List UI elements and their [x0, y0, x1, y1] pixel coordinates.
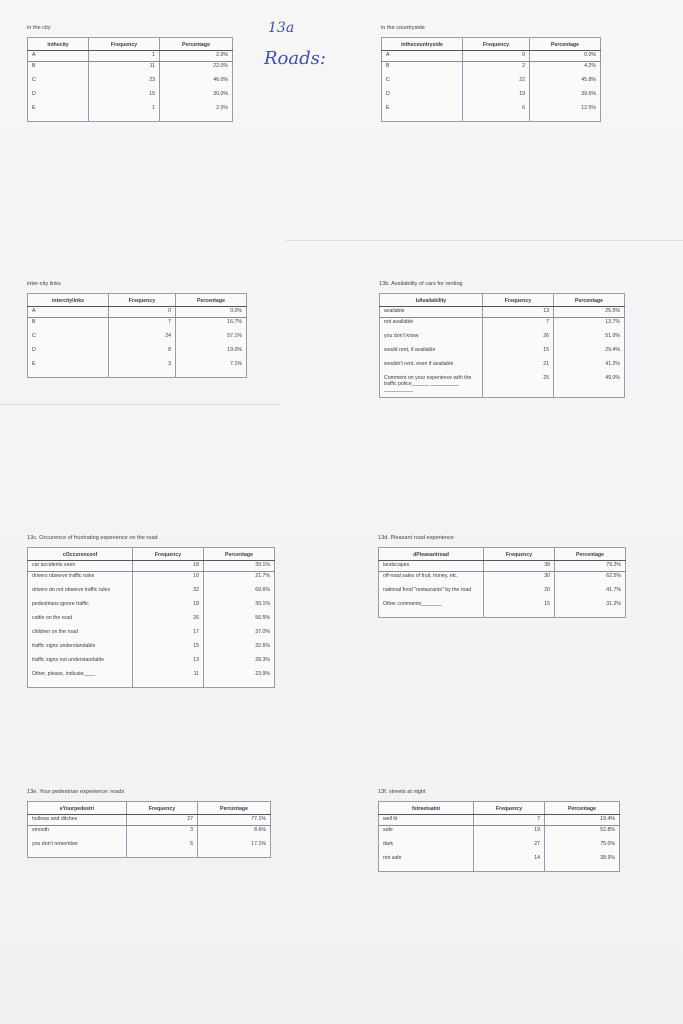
row-label-cell: wouldn't rent, even if available [380, 360, 483, 374]
table-caption: in the countryside [381, 25, 425, 31]
table-row [379, 815, 620, 826]
percentage-cell: 13.7% [554, 318, 625, 333]
frequency-cell: 0 [463, 51, 530, 62]
percentage-cell: 19.4% [545, 815, 620, 826]
table-block-inter-city-links [27, 280, 247, 378]
row-label-cell: not safe [379, 854, 474, 872]
percentage-cell: 8.6% [198, 826, 271, 841]
frequency-cell: 1 [89, 51, 160, 62]
percentage-cell: 37.0% [204, 628, 275, 642]
frequency-cell: 11 [133, 670, 204, 688]
row-label-cell: safe [379, 826, 474, 841]
frequency-cell: 14 [474, 854, 545, 872]
row-label-cell: C [28, 332, 109, 346]
frequency-cell: 22 [463, 76, 530, 90]
table-caption: 13f. streets at night [378, 789, 426, 795]
column-header: Frequency [483, 294, 554, 307]
column-header: inthecity [28, 38, 89, 51]
table-row [379, 840, 620, 854]
table-row [28, 346, 247, 360]
table-row [28, 318, 247, 333]
row-label-cell: E [28, 360, 109, 378]
frequency-cell: 30 [484, 572, 555, 587]
frequency-cell: 13 [133, 656, 204, 670]
percentage-cell: 17.1% [198, 840, 271, 858]
table-row [379, 586, 626, 600]
table-caption: 13b. Availability of cars for renting [379, 281, 463, 287]
column-header: eYourpedestri [28, 802, 127, 815]
row-label-cell: D [28, 90, 89, 104]
table-row [28, 332, 247, 346]
table-caption: 13c. Occurence of frustrating experience on the road [27, 535, 158, 541]
table-row [382, 90, 601, 104]
percentage-cell: 39.1% [204, 561, 275, 572]
table-block-frustrating-experience [27, 534, 275, 688]
frequency-cell: 13 [483, 307, 554, 318]
frequency-cell: 7 [483, 318, 554, 333]
frequency-table [27, 293, 247, 378]
percentage-cell: 0.0% [176, 307, 247, 318]
column-header: dPleasantroad [379, 548, 484, 561]
table-row [379, 854, 620, 872]
row-label-cell: B [382, 62, 463, 77]
table-row [380, 318, 625, 333]
frequency-table [27, 547, 275, 688]
frequency-cell: 17 [133, 628, 204, 642]
table-row [382, 76, 601, 90]
row-label-cell: C [28, 76, 89, 90]
paper-fold-line [0, 404, 280, 405]
column-header: Percentage [554, 294, 625, 307]
row-label-cell: available [380, 307, 483, 318]
row-label-cell: traffic signs not understandable [28, 656, 133, 670]
table-block-availability-cars [379, 280, 625, 398]
table-row [28, 600, 275, 614]
row-label-cell: A [382, 51, 463, 62]
column-header: bAvailability [380, 294, 483, 307]
table-row [28, 614, 275, 628]
row-label-cell: C [382, 76, 463, 90]
frequency-table [27, 801, 271, 858]
frequency-cell: 27 [127, 815, 198, 826]
percentage-cell: 30.0% [160, 90, 233, 104]
table-caption: 13d. Pleasant road experience [378, 535, 454, 541]
percentage-cell: 0.0% [530, 51, 601, 62]
frequency-table [27, 37, 233, 122]
row-label-cell: you don't know [380, 332, 483, 346]
row-label-cell: E [382, 104, 463, 122]
frequency-cell: 20 [484, 586, 555, 600]
frequency-cell: 8 [109, 346, 176, 360]
row-label-cell: cattle on the road [28, 614, 133, 628]
column-header: Frequency [463, 38, 530, 51]
row-label-cell: off-road sales of fruit, honey, etc. [379, 572, 484, 587]
frequency-cell: 6 [127, 840, 198, 858]
percentage-cell: 41.2% [554, 360, 625, 374]
table-row [379, 572, 626, 587]
table-row [28, 360, 247, 378]
percentage-cell: 22.0% [160, 62, 233, 77]
table-row [28, 670, 275, 688]
table-row [28, 656, 275, 670]
percentage-cell: 41.7% [555, 586, 626, 600]
frequency-cell: 3 [127, 826, 198, 841]
frequency-cell: 15 [483, 346, 554, 360]
percentage-cell: 77.1% [198, 815, 271, 826]
row-label-cell: D [28, 346, 109, 360]
percentage-cell: 57.1% [176, 332, 247, 346]
percentage-cell: 12.5% [530, 104, 601, 122]
frequency-cell: 26 [483, 332, 554, 346]
frequency-cell: 27 [474, 840, 545, 854]
table-row [28, 51, 233, 62]
table-row [28, 826, 271, 841]
row-label-cell: D [382, 90, 463, 104]
percentage-cell: 25.5% [554, 307, 625, 318]
table-row [380, 332, 625, 346]
row-label-cell: not available [380, 318, 483, 333]
frequency-cell: 0 [109, 307, 176, 318]
percentage-cell: 51.0% [554, 332, 625, 346]
table-row [379, 600, 626, 618]
percentage-cell: 4.2% [530, 62, 601, 77]
column-header: Frequency [133, 548, 204, 561]
column-header: Percentage [176, 294, 247, 307]
table-row [28, 840, 271, 858]
percentage-cell: 2.0% [160, 104, 233, 122]
table-row [28, 572, 275, 587]
frequency-cell: 2 [463, 62, 530, 77]
percentage-cell: 31.2% [555, 600, 626, 618]
frequency-cell: 15 [484, 600, 555, 618]
percentage-cell: 79.2% [555, 561, 626, 572]
percentage-cell: 38.9% [545, 854, 620, 872]
table-block-pedestrian-experience [27, 788, 271, 858]
frequency-cell: 7 [109, 318, 176, 333]
row-label-cell: dark [379, 840, 474, 854]
row-label-cell: Comment on your experience with the traffic police______ __________ __________ [380, 374, 483, 398]
row-label-cell: B [28, 318, 109, 333]
row-label-cell: A [28, 51, 89, 62]
frequency-cell: 25 [483, 374, 554, 398]
table-row [28, 307, 247, 318]
column-header: Percentage [545, 802, 620, 815]
percentage-cell: 2.0% [160, 51, 233, 62]
table-row [28, 104, 233, 122]
frequency-cell: 15 [133, 642, 204, 656]
table-row [382, 62, 601, 77]
table-row [382, 104, 601, 122]
table-caption: in the city [27, 25, 51, 31]
frequency-cell: 21 [483, 360, 554, 374]
frequency-cell: 19 [463, 90, 530, 104]
frequency-cell: 6 [463, 104, 530, 122]
row-label-cell: pedestrians ignore traffic [28, 600, 133, 614]
table-row [380, 346, 625, 360]
row-label-cell: landscapes [379, 561, 484, 572]
row-label-cell: A [28, 307, 109, 318]
percentage-cell: 16.7% [176, 318, 247, 333]
row-label-cell: you don't remember [28, 840, 127, 858]
percentage-cell: 39.6% [530, 90, 601, 104]
frequency-cell: 15 [89, 90, 160, 104]
table-row [28, 586, 275, 600]
frequency-cell: 10 [133, 572, 204, 587]
column-header: Frequency [484, 548, 555, 561]
table-row [28, 628, 275, 642]
row-label-cell: children on the road [28, 628, 133, 642]
row-label-cell: car accidents seen [28, 561, 133, 572]
table-row [28, 76, 233, 90]
frequency-table [379, 293, 625, 398]
row-label-cell: drivers observe traffic rules [28, 572, 133, 587]
frequency-cell: 24 [109, 332, 176, 346]
table-block-pleasant-road [378, 534, 626, 618]
percentage-cell: 69.6% [204, 586, 275, 600]
frequency-cell: 23 [89, 76, 160, 90]
frequency-table [378, 801, 620, 872]
handwritten-roads: Roads: [264, 48, 326, 69]
column-header: intercitylinks [28, 294, 109, 307]
table-row [380, 307, 625, 318]
table-caption: 13e. Your pedestrian experience: roads [27, 789, 125, 795]
row-label-cell: hollows and ditches [28, 815, 127, 826]
table-row [28, 90, 233, 104]
table-row [380, 360, 625, 374]
percentage-cell: 21.7% [204, 572, 275, 587]
percentage-cell: 39.1% [204, 600, 275, 614]
frequency-cell: 1 [89, 104, 160, 122]
row-label-cell: Other, please, indicate____ [28, 670, 133, 688]
percentage-cell: 62.5% [555, 572, 626, 587]
percentage-cell: 46.0% [160, 76, 233, 90]
column-header: Frequency [89, 38, 160, 51]
table-row [28, 62, 233, 77]
percentage-cell: 75.0% [545, 840, 620, 854]
frequency-cell: 11 [89, 62, 160, 77]
table-row [382, 51, 601, 62]
column-header: Frequency [109, 294, 176, 307]
percentage-cell: 28.3% [204, 656, 275, 670]
percentage-cell: 56.5% [204, 614, 275, 628]
column-header: Percentage [530, 38, 601, 51]
row-label-cell: Other comments_______ [379, 600, 484, 618]
frequency-cell: 26 [133, 614, 204, 628]
column-header: Percentage [160, 38, 233, 51]
frequency-cell: 38 [484, 561, 555, 572]
column-header: fstreetsatni [379, 802, 474, 815]
percentage-cell: 32.6% [204, 642, 275, 656]
column-header: Percentage [555, 548, 626, 561]
frequency-cell: 3 [109, 360, 176, 378]
frequency-cell: 19 [474, 826, 545, 841]
frequency-table [378, 547, 626, 618]
row-label-cell: national food "restaurants" by the road [379, 586, 484, 600]
frequency-cell: 7 [474, 815, 545, 826]
column-header: Percentage [204, 548, 275, 561]
table-row [28, 815, 271, 826]
table-row [380, 374, 625, 398]
column-header: inthecountryside [382, 38, 463, 51]
column-header: cOccurenceof [28, 548, 133, 561]
row-label-cell: traffic signs understandable [28, 642, 133, 656]
handwritten-code: 13a [268, 20, 295, 36]
frequency-cell: 18 [133, 600, 204, 614]
table-row [379, 826, 620, 841]
table-block-in-the-city [27, 24, 233, 122]
percentage-cell: 7.1% [176, 360, 247, 378]
frequency-table [381, 37, 601, 122]
percentage-cell: 52.8% [545, 826, 620, 841]
row-label-cell: drivers do not observe traffic rules [28, 586, 133, 600]
table-row [28, 561, 275, 572]
table-block-in-the-countryside [381, 24, 601, 122]
paper-fold-line [286, 240, 683, 241]
row-label-cell: well lit [379, 815, 474, 826]
row-label-cell: E [28, 104, 89, 122]
column-header: Frequency [127, 802, 198, 815]
percentage-cell: 29.4% [554, 346, 625, 360]
percentage-cell: 45.8% [530, 76, 601, 90]
percentage-cell: 23.9% [204, 670, 275, 688]
table-caption: inter-city links [27, 281, 61, 287]
percentage-cell: 49.0% [554, 374, 625, 398]
frequency-cell: 18 [133, 561, 204, 572]
table-block-streets-at-night [378, 788, 620, 872]
table-row [379, 561, 626, 572]
row-label-cell: would rent, if available [380, 346, 483, 360]
column-header: Percentage [198, 802, 271, 815]
frequency-cell: 32 [133, 586, 204, 600]
row-label-cell: smooth [28, 826, 127, 841]
table-row [28, 642, 275, 656]
percentage-cell: 19.0% [176, 346, 247, 360]
row-label-cell: B [28, 62, 89, 77]
column-header: Frequency [474, 802, 545, 815]
